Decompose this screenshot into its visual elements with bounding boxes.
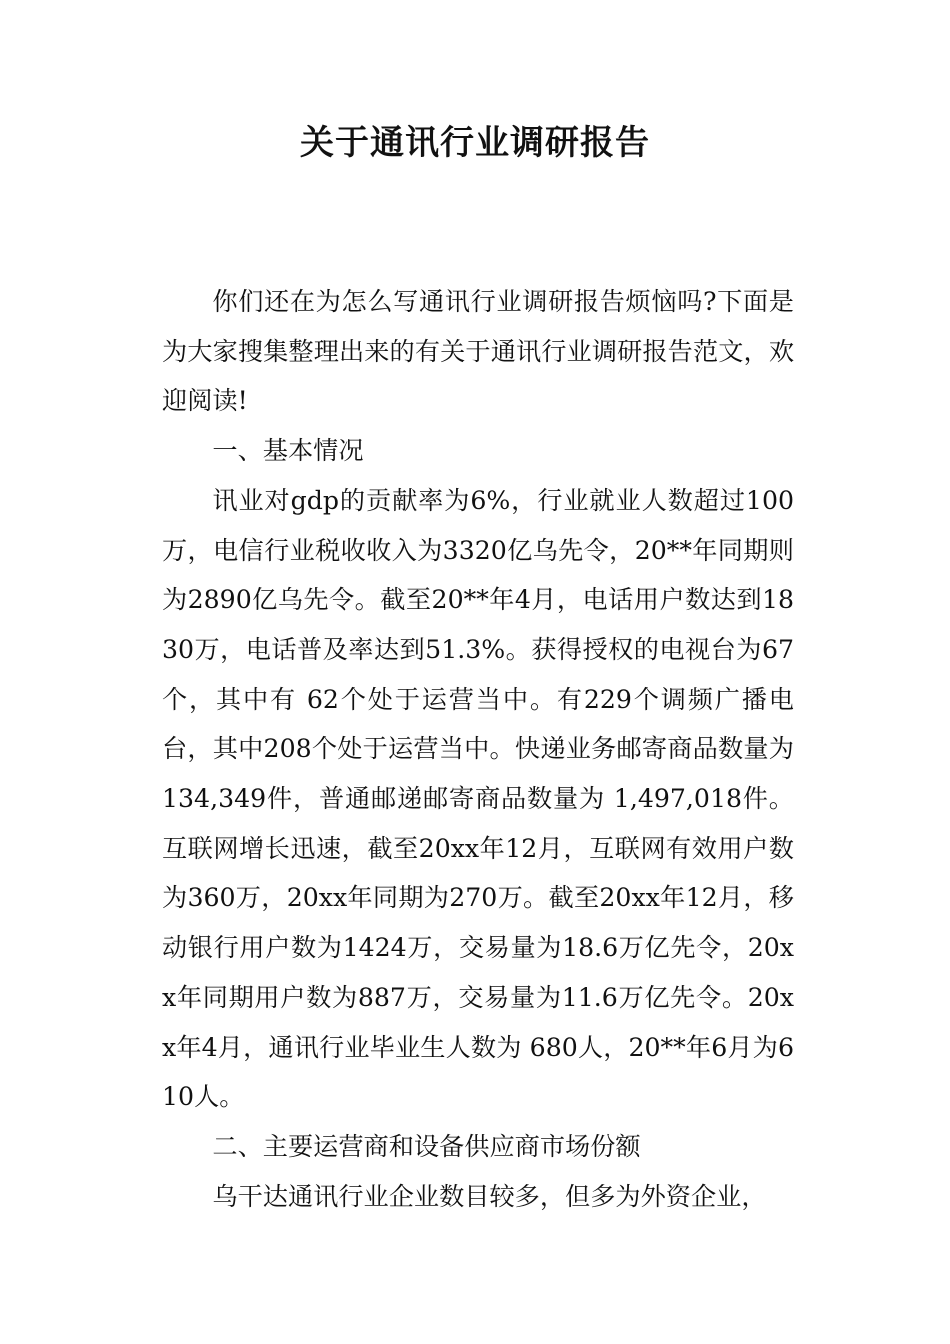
document-body	[162, 277, 794, 1221]
market-share-paragraph: 乌干达通讯行业企业数目较多，但多为外资企业，	[212, 1181, 767, 1211]
document-title: 关于通讯行业调研报告	[300, 123, 650, 163]
intro-paragraph: 你们还在为怎么写通讯行业调研报告烦恼吗?下面是为大家搜集整理出来的有关于通讯行业调研报告范文，欢迎阅读!	[162, 287, 794, 416]
section-heading-market-share: 二、主要运营商和设备供应商市场份额	[212, 1131, 641, 1161]
section-heading-basic-situation: 一、基本情况	[212, 436, 364, 466]
basic-situation-paragraph: 讯业对gdp的贡献率为6%，行业就业人数超过100万，电信行业税收收入为3320亿乌先令，20**年同期则为2890亿乌先令。截至20**年4月，电话用户数达到1830万，电话普及率达到51.3%。获得授权的电视台为67个，其中有 62个处于运营当中。有229个调频广播电台，其中208个处于运营当中。快递业务邮寄商品数量为134,349件，普通邮递邮寄商品数量为 1,497,018件。互联网增长迅速，截至20xx年12月，互联网有效用户数为360万，20xx年同期为270万。截至20xx年12月，移动银行用户数为1424万，交易量为18.6万亿先令，20xx年同期用户数为887万，交易量为11.6万亿先令。20xx年4月，通讯行业毕业生人数为 680人，20**年6月为610人。	[162, 485, 794, 1112]
